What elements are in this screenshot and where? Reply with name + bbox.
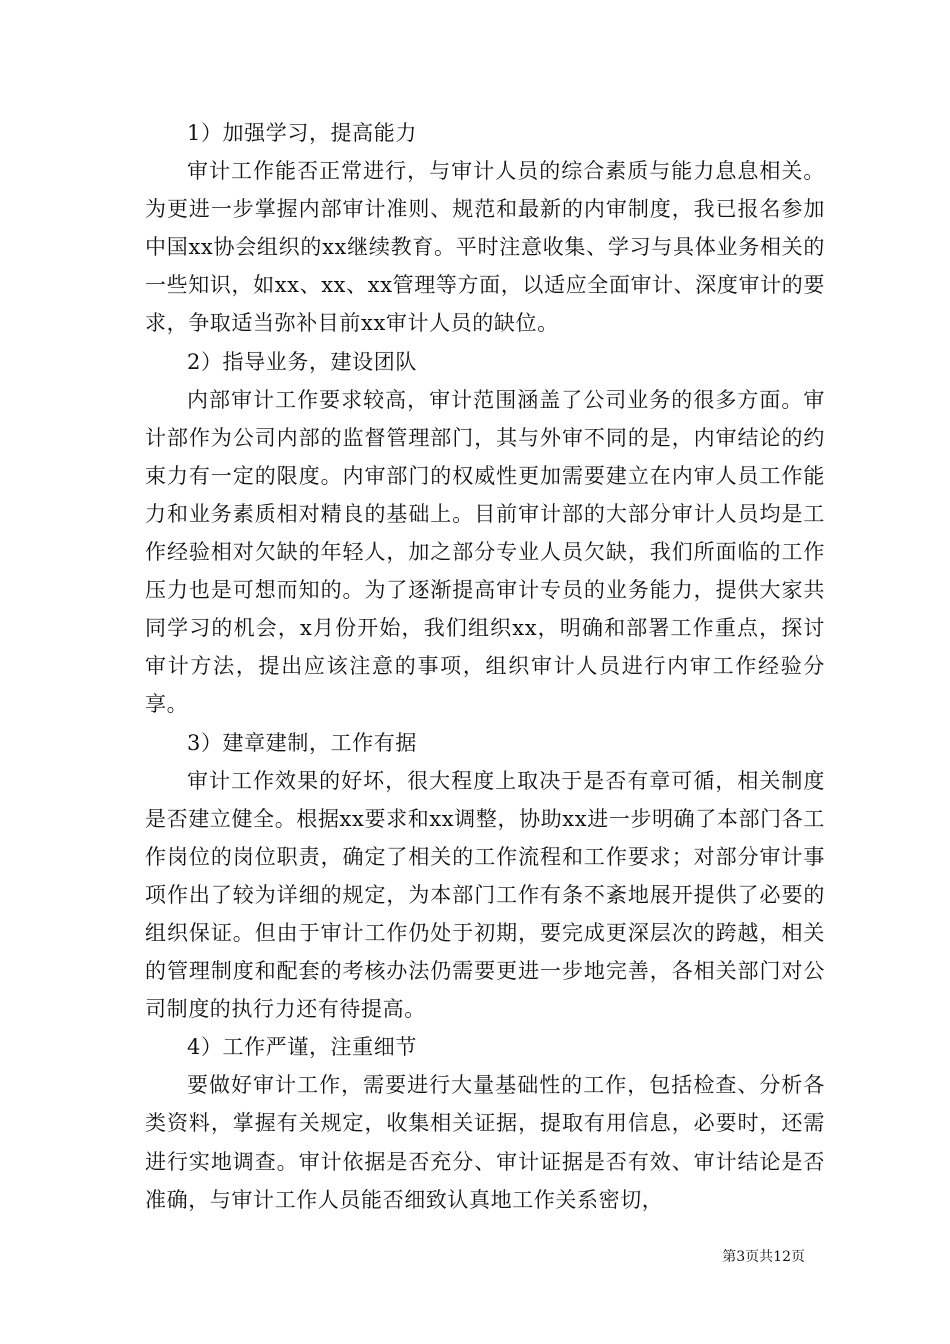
section-heading-1: 1）加强学习，提高能力: [187, 121, 417, 145]
section-paragraph-2: 内部审计工作要求较高，审计范围涵盖了公司业务的很多方面。审计部作为公司内部的监督管理部门，其与外审不同的是，内审结论的约束力有一定的限度。内审部门的权威性更加需要建立在内审人员工作能力和业务素质相对精良的基础上。目前审计部的大部分审计人员均是工作经验相对欠缺的年轻人，加之部分专业人员欠缺，我们所面临的工作压力也是可想而知的。为了逐渐提高审计专员的业务能力，提供大家共同学习的机会，x月份开始，我们组织xx，明确和部署工作重点，探讨审计方法，提出应该注意的事项，组织审计人员进行内审工作经验分享。: [145, 387, 825, 717]
section-paragraph-4: 要做好审计工作，需要进行大量基础性的工作，包括检查、分析各类资料，掌握有关规定，收集相关证据，提取有用信息，必要时，还需进行实地调查。审计依据是否充分、审计证据是否有效、审计结论是否准确，与审计工作人员能否细致认真地工作关系密切，: [145, 1073, 825, 1212]
page-number-footer: 第3页共12页: [722, 1249, 805, 1265]
section-heading-4: 4）工作严谨，注重细节: [187, 1035, 417, 1060]
section-paragraph-1: 审计工作能否正常进行，与审计人员的综合素质与能力息息相关。为更进一步掌握内部审计准则、规范和最新的内审制度，我已报名参加中国xx协会组织的xx继续教育。平时注意收集、学习与具体业务相关的一些知识，如xx、xx、xx管理等方面，以适应全面审计、深度审计的要求，争取适当弥补目前xx审计人员的缺位。: [145, 159, 825, 336]
section-heading-3: 3）建章建制，工作有据: [187, 730, 417, 755]
section-heading-2: 2）指导业务，建设团队: [187, 349, 417, 374]
document-body: [145, 114, 825, 1219]
section-paragraph-3: 审计工作效果的好坏，很大程度上取决于是否有章可循，相关制度是否建立健全。根据xx要求和xx调整，协助xx进一步明确了本部门各工作岗位的岗位职责，确定了相关的工作流程和工作要求；对部分审计事项作出了较为详细的规定，为本部门工作有条不紊地展开提供了必要的组织保证。但由于审计工作仍处于初期，要完成更深层次的跨越，相关的管理制度和配套的考核办法仍需要更进一步地完善，各相关部门对公司制度的执行力还有待提高。: [145, 768, 825, 1022]
